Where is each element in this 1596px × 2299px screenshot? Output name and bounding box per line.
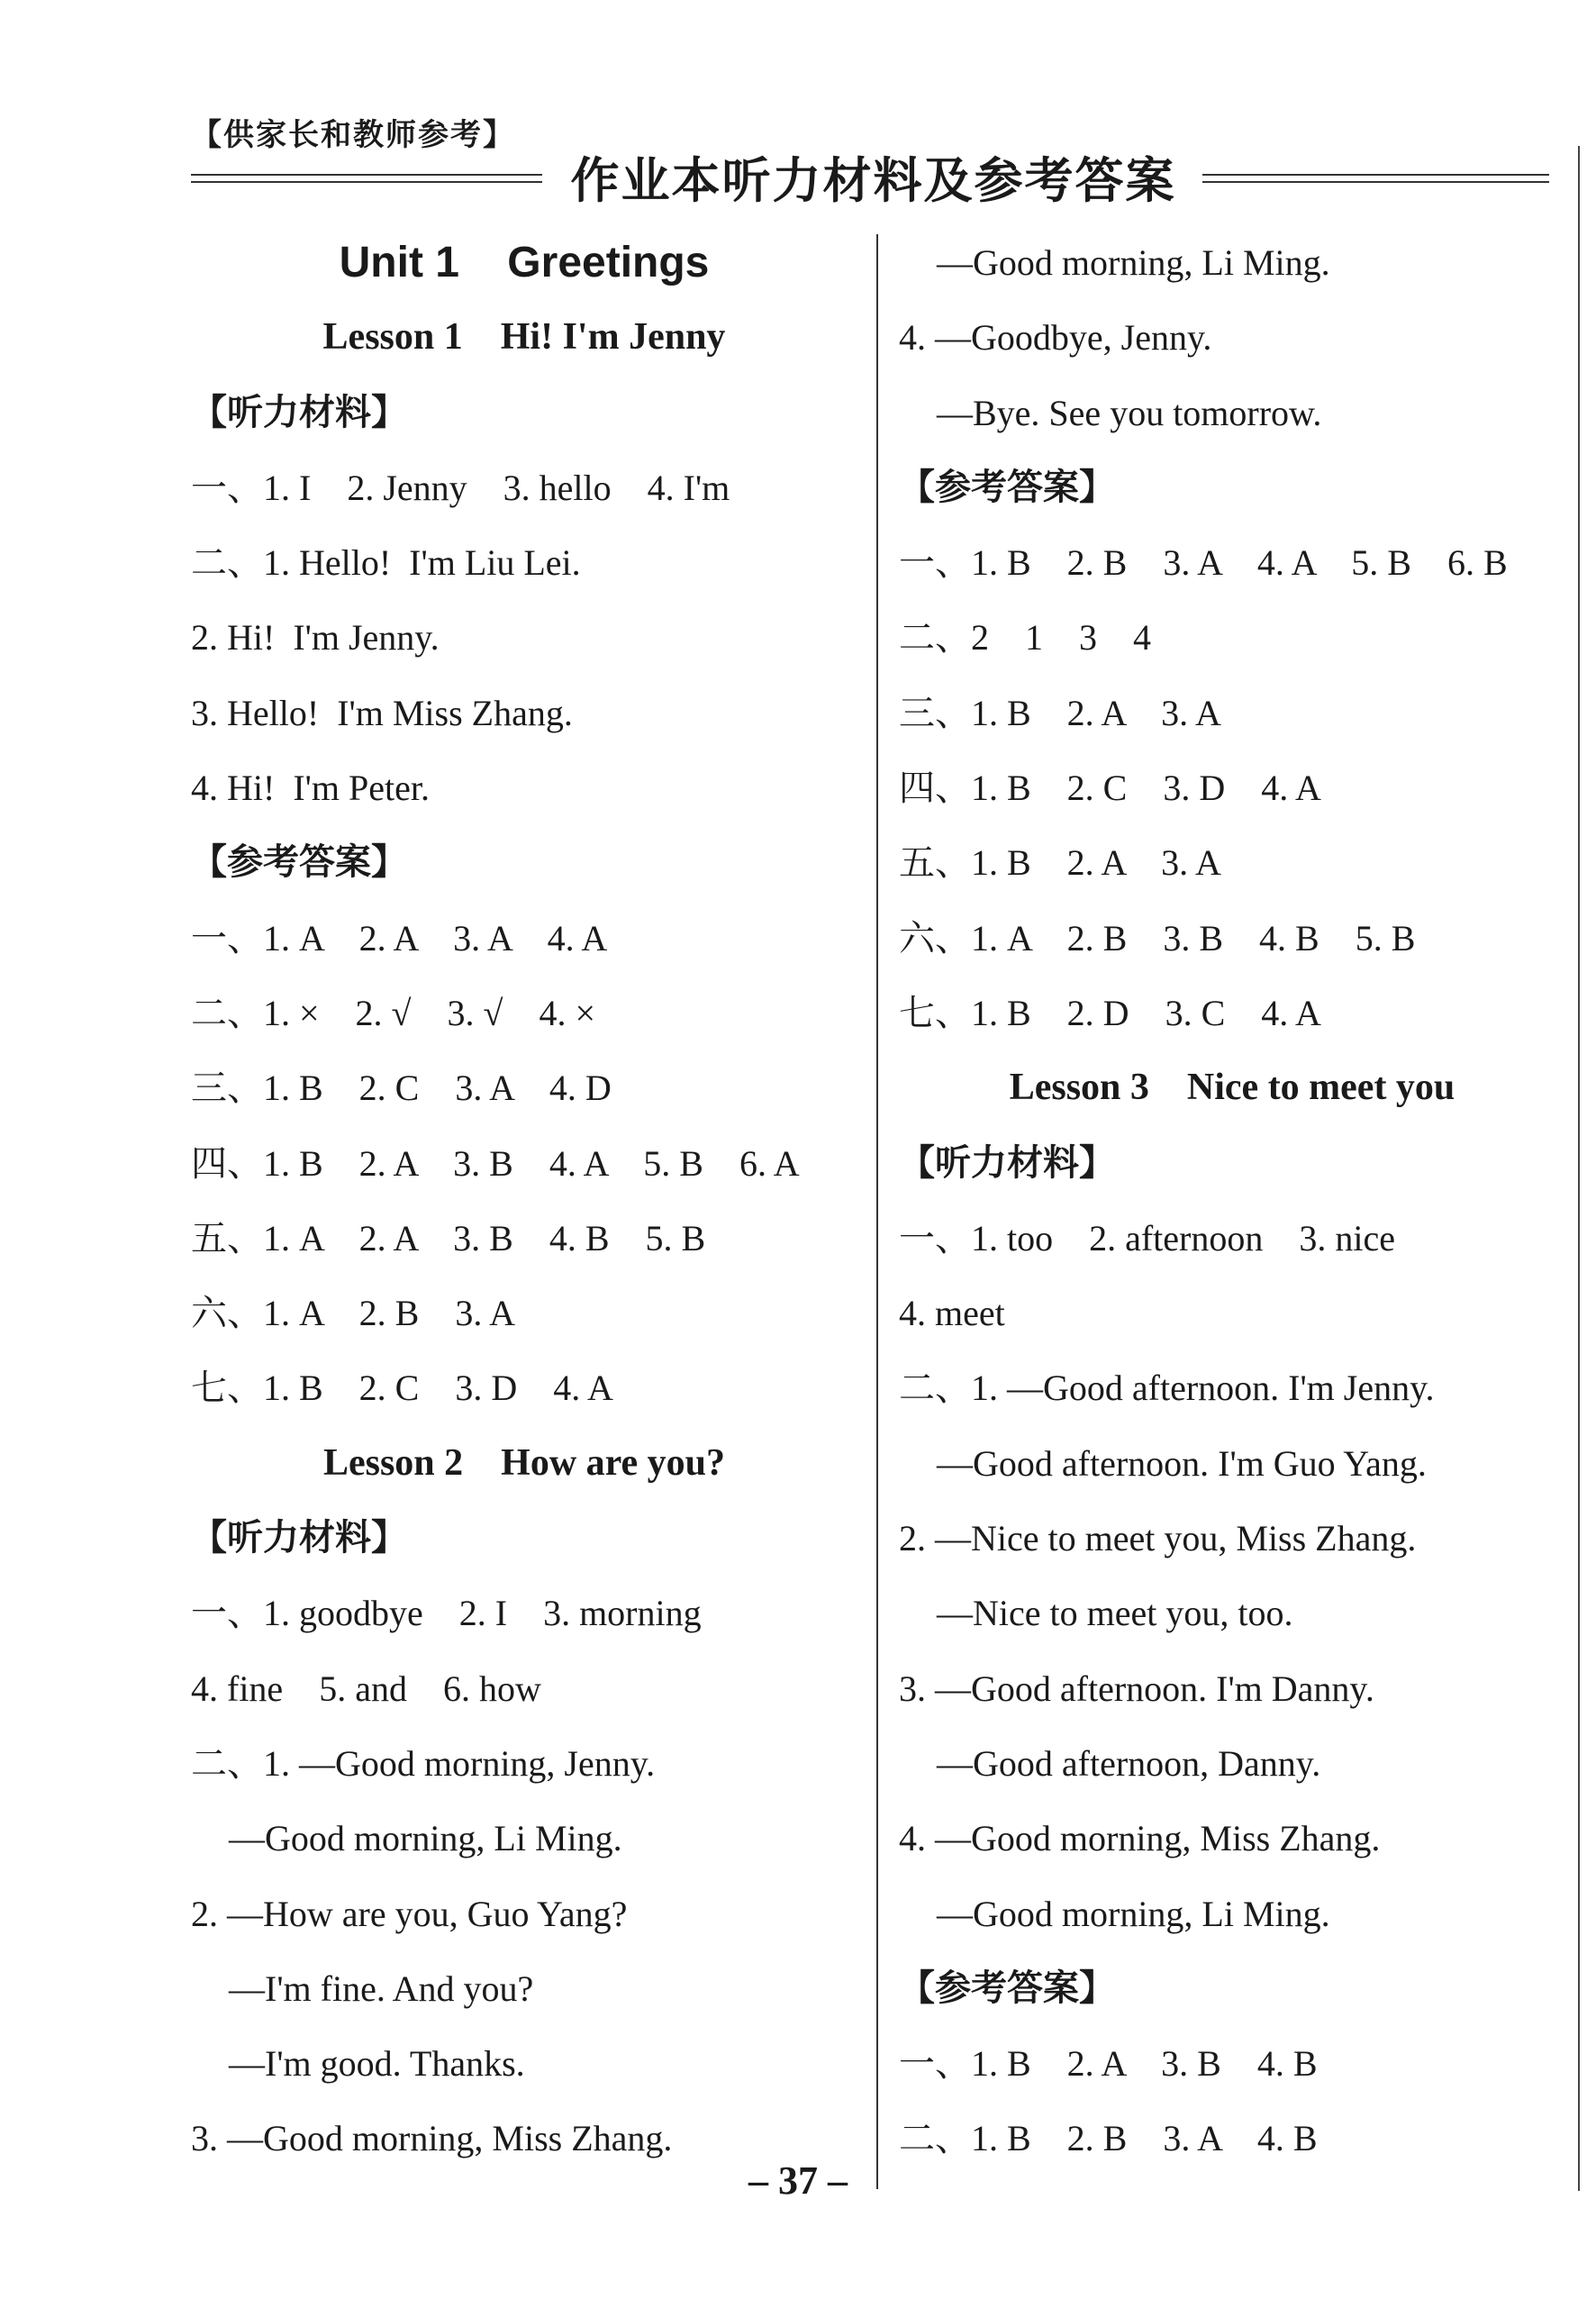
text-line: —Good morning, Li Ming. (937, 242, 1330, 283)
header-tag: 【供家长和教师参考】 (191, 117, 515, 153)
lesson-heading: Lesson 1 Hi! I'm Jenny (322, 316, 726, 359)
text-line: 六、1. A 2. B 3. B 4. B 5. B (899, 917, 1416, 959)
text-line: 一、1. I 2. Jenny 3. hello 4. I'm (191, 467, 730, 508)
section-heading: 【参考答案】 (191, 841, 407, 884)
text-line: 二、1. —Good afternoon. I'm Jenny. (899, 1368, 1435, 1409)
text-line: —Good afternoon, Danny. (937, 1742, 1321, 1784)
section-heading: 【听力材料】 (191, 391, 407, 433)
page-number: – 37 – (748, 2158, 848, 2203)
header-rule-right (1202, 174, 1549, 183)
page-edge-line (1578, 146, 1580, 2191)
text-line: 一、1. A 2. A 3. A 4. A (191, 917, 608, 959)
text-line: 五、1. A 2. A 3. B 4. B 5. B (191, 1217, 706, 1259)
text-line: 四、1. B 2. C 3. D 4. A (899, 768, 1321, 809)
section-heading: 【听力材料】 (899, 1141, 1115, 1184)
unit-heading: Unit 1 Greetings (339, 239, 710, 286)
text-line: —Bye. See you tomorrow. (937, 392, 1322, 433)
text-line: —Good afternoon. I'm Guo Yang. (937, 1442, 1427, 1484)
text-line: 二、1. Hello! I'm Liu Lei. (191, 542, 581, 584)
section-heading: 【参考答案】 (899, 1967, 1115, 2009)
text-line: 2. —How are you, Guo Yang? (191, 1893, 628, 1934)
text-line: —Nice to meet you, too. (937, 1593, 1293, 1634)
text-line: 三、1. B 2. C 3. A 4. D (191, 1068, 612, 1109)
text-line: 4. fine 5. and 6. how (191, 1667, 541, 1709)
text-line: 3. Hello! I'm Miss Zhang. (191, 692, 573, 733)
text-line: 4. meet (899, 1293, 1005, 1334)
text-line: 2. —Nice to meet you, Miss Zhang. (899, 1518, 1417, 1559)
text-line: 一、1. B 2. A 3. B 4. B (899, 2043, 1318, 2085)
text-line: —I'm fine. And you? (229, 1967, 534, 2009)
text-line: 二、1. B 2. B 3. A 4. B (899, 2118, 1318, 2159)
page-title: 作业本听力材料及参考答案 (570, 152, 1176, 209)
text-line: 4. —Goodbye, Jenny. (899, 317, 1212, 359)
text-line: 三、1. B 2. A 3. A (899, 692, 1221, 733)
text-line: 二、2 1 3 4 (899, 617, 1151, 659)
text-line: 六、1. A 2. B 3. A (191, 1293, 516, 1334)
text-line: —I'm good. Thanks. (229, 2043, 525, 2085)
left-column (191, 225, 857, 2176)
lesson-heading: Lesson 3 Nice to meet you (1009, 1067, 1455, 1109)
column-divider (876, 234, 878, 2189)
text-line: 2. Hi! I'm Jenny. (191, 617, 440, 659)
text-line: —Good morning, Li Ming. (937, 1893, 1330, 1934)
section-heading: 【听力材料】 (191, 1517, 407, 1559)
text-line: 一、1. B 2. B 3. A 4. A 5. B 6. B (899, 542, 1508, 584)
text-line: 二、1. × 2. √ 3. √ 4. × (191, 992, 596, 1033)
text-line: 四、1. B 2. A 3. B 4. A 5. B 6. A (191, 1142, 800, 1184)
text-line: 七、1. B 2. C 3. D 4. A (191, 1368, 613, 1409)
lesson-heading: Lesson 2 How are you? (322, 1441, 726, 1484)
header-rule-left (191, 174, 542, 183)
text-line: 3. —Good afternoon. I'm Danny. (899, 1667, 1374, 1709)
section-heading: 【参考答案】 (899, 466, 1115, 508)
text-line: 一、1. too 2. afternoon 3. nice (899, 1217, 1395, 1259)
text-line: 一、1. goodbye 2. I 3. morning (191, 1593, 702, 1634)
text-line: 五、1. B 2. A 3. A (899, 842, 1221, 884)
right-column (899, 225, 1565, 2176)
text-line: 4. —Good morning, Miss Zhang. (899, 1818, 1381, 1859)
text-line: 七、1. B 2. D 3. C 4. A (899, 992, 1321, 1033)
text-line: 二、1. —Good morning, Jenny. (191, 1742, 656, 1784)
text-line: 3. —Good morning, Miss Zhang. (191, 2118, 673, 2159)
text-line: —Good morning, Li Ming. (229, 1818, 622, 1859)
text-line: 4. Hi! I'm Peter. (191, 768, 430, 809)
